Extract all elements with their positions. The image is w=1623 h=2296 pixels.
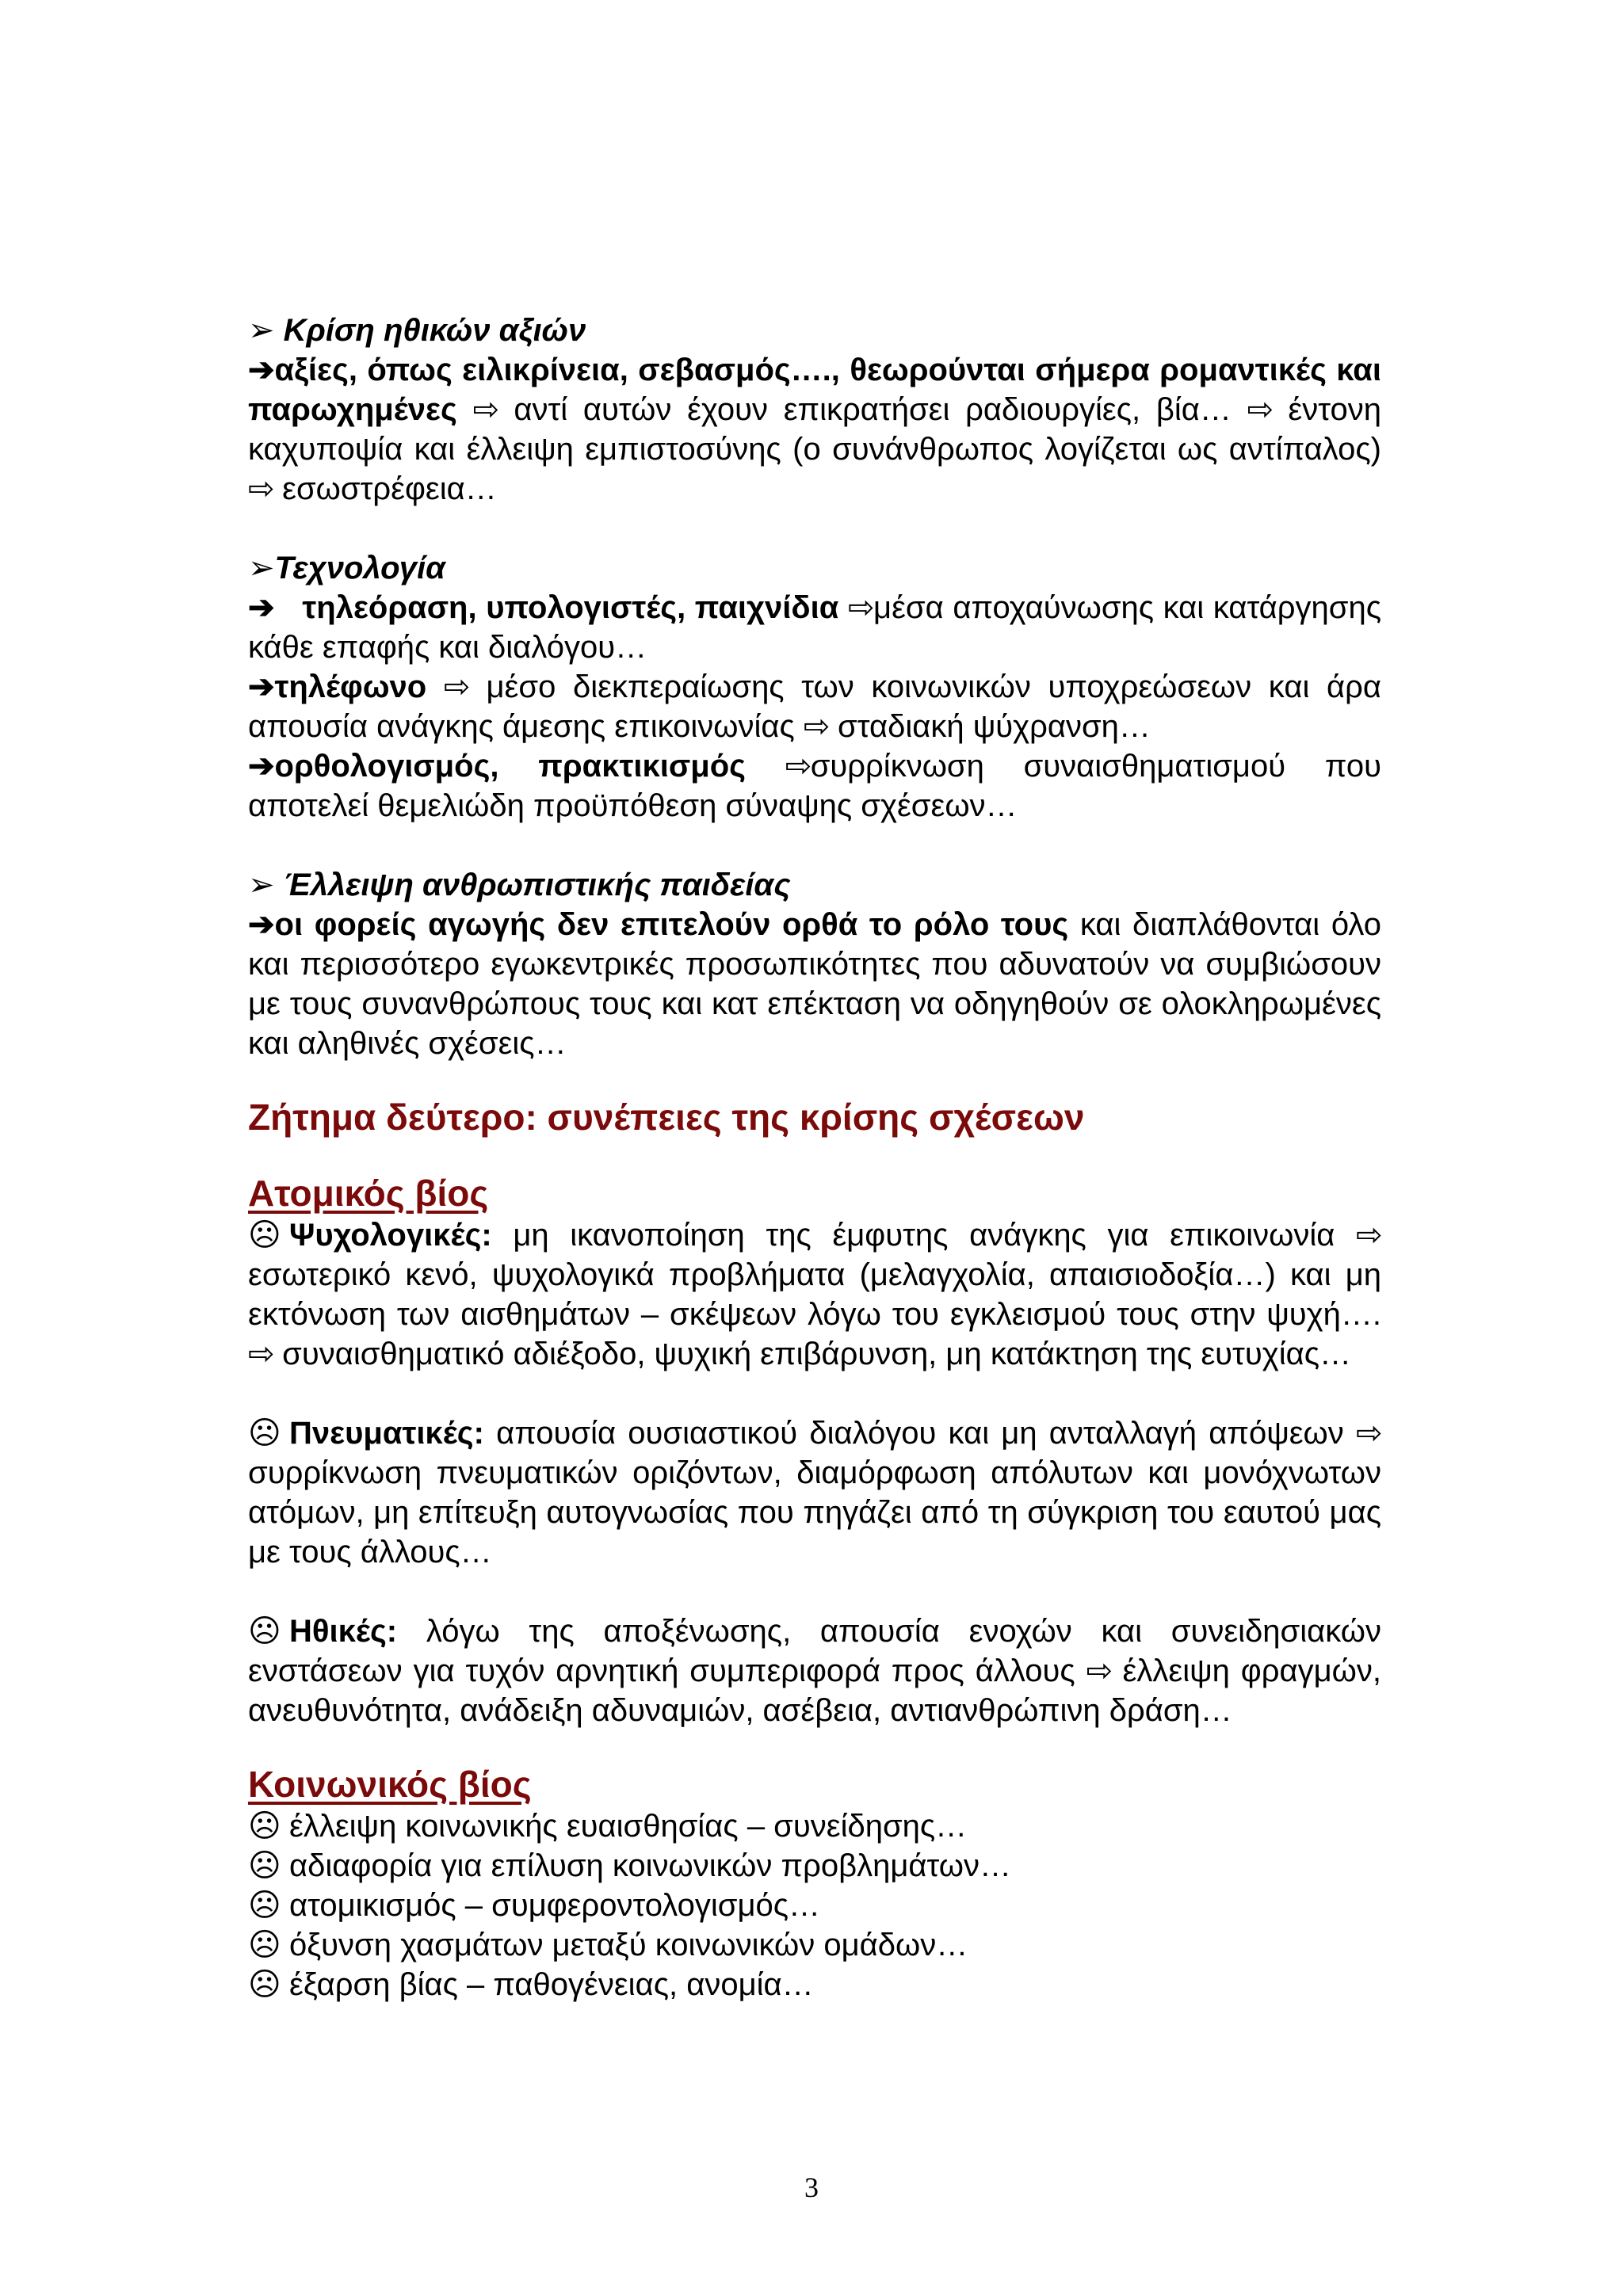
page-number: 3 <box>804 2172 819 2203</box>
section-heading-ethics <box>248 311 1381 350</box>
list-item <box>248 1965 1381 2004</box>
arrow-right-icon: ⇨ <box>1086 1653 1113 1688</box>
text-span: σταδιακή ψύχρανση… <box>838 709 1151 744</box>
text-span: εσωτερικό κενό, ψυχολογικά προβλήματα (μελαγχολία, απαισιοδοξία…) και μη εκτόνωση των αισθημάτων – σκέψεων λόγω του εγκλεισμού τους στην ψυχή…. <box>248 1257 1381 1332</box>
arrow-right-icon: ⇨ <box>848 590 875 625</box>
arrow-right-icon: ⇨ <box>785 749 812 784</box>
ethics-paragraph <box>248 350 1381 509</box>
list-item-text: όξυνση χασμάτων μεταξύ κοινωνικών ομάδων… <box>289 1928 968 1962</box>
label: Ηθικές: <box>289 1614 398 1649</box>
spiritual-paragraph <box>248 1413 1381 1572</box>
section-title: Έλλειψη ανθρωπιστικής παιδείας <box>283 868 791 902</box>
sad-face-icon: ☹ <box>248 1967 281 2002</box>
arrow-right-icon: ⇨ <box>803 709 831 744</box>
sad-face-icon: ☹ <box>248 1928 281 1962</box>
individual-heading: Ατομικός βίος <box>248 1173 489 1214</box>
bullet-marker: ➢ <box>248 551 275 585</box>
text-span: συναισθηματικό αδιέξοδο, ψυχική επιβάρυνση, μη κατάκτηση της ευτυχίας… <box>282 1337 1352 1371</box>
label: Ψυχολογικές: <box>289 1218 492 1253</box>
education-paragraph <box>248 905 1381 1063</box>
label: Πνευματικές: <box>289 1416 484 1451</box>
sad-face-icon: ☹ <box>248 1416 281 1451</box>
sad-face-icon: ☹ <box>248 1848 281 1883</box>
arrow-right-icon: ⇨ <box>1355 1218 1383 1253</box>
bold-phrase: ορθολογισμός, πρακτικισμός <box>274 749 746 784</box>
arrow-right-icon: ⇨ <box>472 392 500 427</box>
bold-phrase: οι φορείς αγωγής δεν επιτελούν ορθά το ρόλο τους <box>274 907 1069 942</box>
sad-face-icon: ☹ <box>248 1888 281 1923</box>
section-title: Κρίση ηθικών αξιών <box>283 313 586 348</box>
text-span: μέσο διεκπεραίωσης των κοινωνικών υποχρεώσεων και άρα απουσία ανάγκης άμεσης επικοινωνίας <box>248 669 1381 744</box>
text-span: και διαπλάθονται όλο και περισσότερο εγωκεντρικές προσωπικότητες που αδυνατούν να συμβιώσουν με τους συνανθρώπους τους και κατ επέκταση να οδηγηθούν σε ολοκληρωμένες και αληθινές σχέσεις… <box>248 907 1381 1061</box>
arrow-right-icon: ⇨ <box>1355 1416 1383 1451</box>
section-heading-technology <box>248 548 1381 588</box>
sad-face-icon: ☹ <box>248 1218 281 1253</box>
arrow-right-icon: ⇨ <box>248 1337 275 1371</box>
bold-phrase: αξίες, όπως ειλικρίνεια, σεβασμός…., θεωρούνται σήμερα ρομαντικές και παρωχημένες <box>248 353 1381 427</box>
text-span: απουσία ουσιαστικού διαλόγου και μη ανταλλαγή απόψεων <box>496 1416 1344 1451</box>
list-item <box>248 1925 1381 1965</box>
arrow-right-icon: ⇨ <box>248 471 275 506</box>
list-item-text: αδιαφορία για επίλυση κοινωνικών προβλημάτων… <box>289 1848 1011 1883</box>
arrow-marker: ➔ <box>248 669 275 704</box>
text-span: εσωστρέφεια… <box>282 471 497 506</box>
moral-paragraph <box>248 1611 1381 1730</box>
list-item-text: ατομικισμός – συμφεροντολογισμός… <box>289 1888 821 1923</box>
section-heading-education <box>248 865 1381 905</box>
arrow-right-icon: ⇨ <box>1247 392 1274 427</box>
bullet-marker: ➢ <box>248 868 275 902</box>
technology-item-3 <box>248 746 1381 826</box>
technology-item-1 <box>248 588 1381 667</box>
arrow-marker: ➔ <box>248 590 275 625</box>
list-item <box>248 1806 1381 1846</box>
text-span: συρρίκνωση πνευματικών οριζόντων, διαμόρφωση απόλυτων και μονόχνωτων ατόμων, μη επίτευξη αυτογνωσίας που πηγάζει από τη σύγκριση του εαυτού μας με τους άλλους… <box>248 1455 1381 1569</box>
psychological-paragraph <box>248 1215 1381 1374</box>
arrow-right-icon: ⇨ <box>443 669 471 704</box>
social-heading: Κοινωνικός βίος <box>248 1764 532 1805</box>
list-item <box>248 1846 1381 1886</box>
bold-phrase: τηλεόραση, υπολογιστές, παιχνίδια <box>302 590 839 625</box>
technology-item-2 <box>248 667 1381 746</box>
text-span: έλλειψη φραγμών, ανευθυνότητα, ανάδειξη αδυναμιών, ασέβεια, αντιανθρώπινη δράση… <box>248 1653 1381 1728</box>
document-page <box>248 311 1381 2004</box>
list-item <box>248 1886 1381 1925</box>
bold-phrase: τηλέφωνο <box>274 669 427 704</box>
bullet-marker: ➢ <box>248 313 275 348</box>
text-span: συρρίκνωση συναισθηματισμού που αποτελεί θεμελιώδη προϋπόθεση σύναψης σχέσεων… <box>248 749 1381 823</box>
section-title: Τεχνολογία <box>274 551 445 585</box>
sad-face-icon: ☹ <box>248 1809 281 1844</box>
arrow-marker: ➔ <box>248 907 275 942</box>
list-item-text: έλλειψη κοινωνικής ευαισθησίας – συνείδησης… <box>289 1809 968 1844</box>
text-span: έντονη καχυποψία και έλλειψη εμπιστοσύνης (ο συνάνθρωπος λογίζεται ως αντίπαλος) <box>248 392 1381 467</box>
sad-face-icon: ☹ <box>248 1614 281 1649</box>
text-span: λόγω της αποξένωσης, απουσία ενοχών και συνειδησιακών ενστάσεων για τυχόν αρνητική συμπεριφορά προς άλλους <box>248 1614 1381 1688</box>
arrow-marker: ➔ <box>248 353 275 387</box>
issue-two-heading: Ζήτημα δεύτερο: συνέπειες της κρίσης σχέσεων <box>248 1097 1085 1138</box>
text-span: αντί αυτών έχουν επικρατήσει ραδιουργίες, βία… <box>514 392 1232 427</box>
arrow-marker: ➔ <box>248 749 275 784</box>
list-item-text: έξαρση βίας – παθογένειας, ανομία… <box>289 1967 814 2002</box>
text-span: μέσα αποχαύνωσης και κατάργησης κάθε επαφής και διαλόγου… <box>248 590 1382 665</box>
text-span: μη ικανοποίηση της έμφυτης ανάγκης για επικοινωνία <box>513 1218 1335 1253</box>
